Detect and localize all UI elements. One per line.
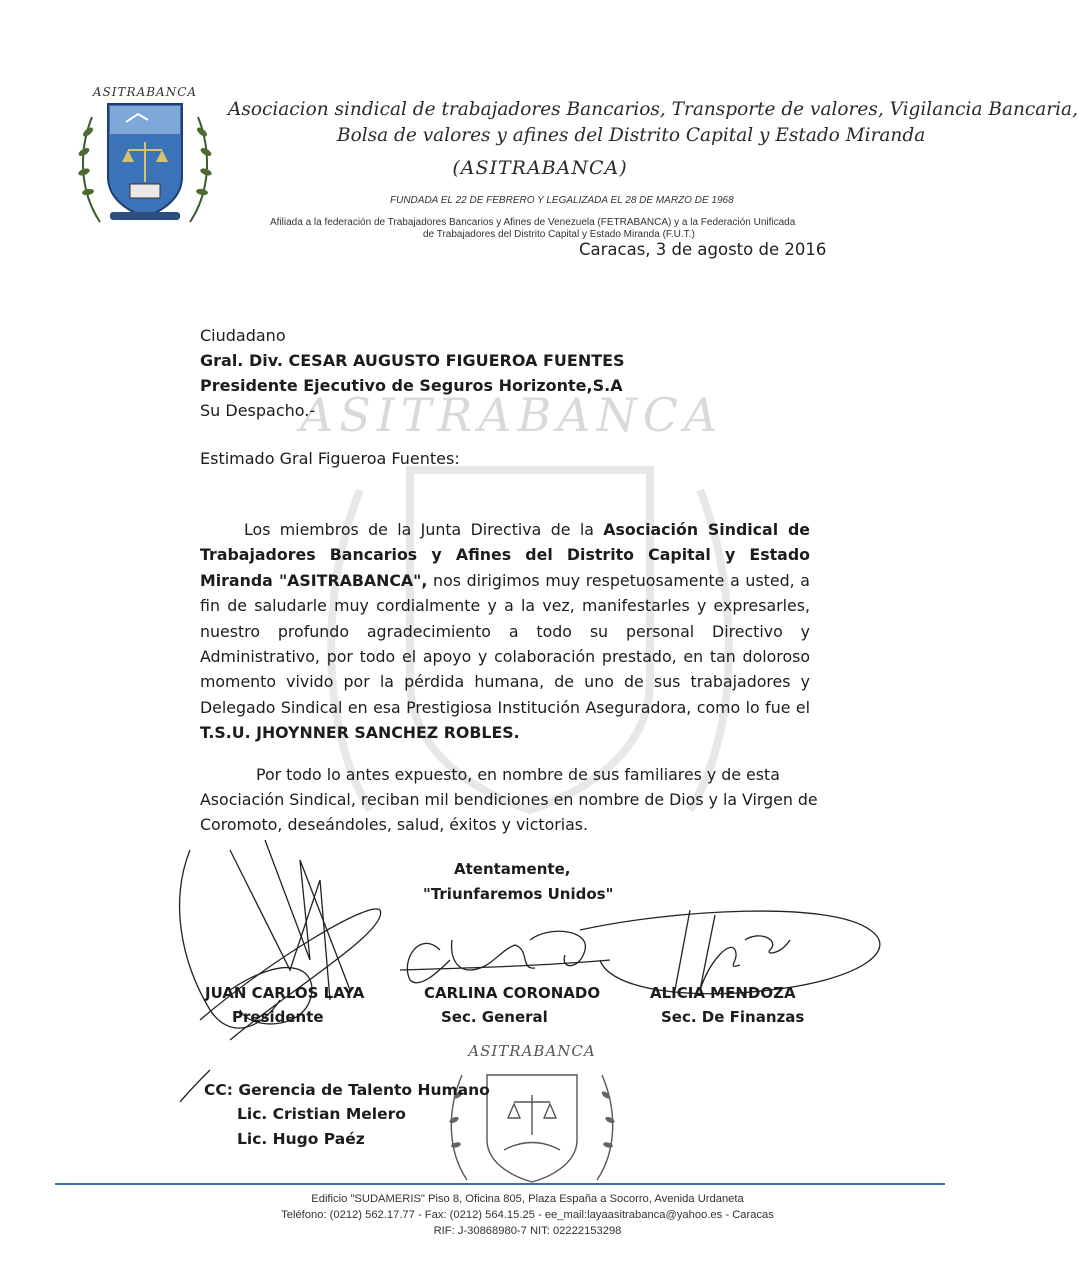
paragraph1-org-name: Asociación Sindical de Trabajadores Bancarios y Afines del Distrito Capital y Estado Miranda "ASITRABANCA", (200, 520, 810, 590)
greeting: Estimado Gral Figueroa Fuentes: (200, 449, 460, 468)
footer-rif: RIF: J-30868980-7 NIT: 02222153298 (433, 1225, 622, 1237)
paragraph1-intro: Los miembros de la Junta Directiva de la (244, 520, 604, 539)
logo-text: ASITRABANCA (92, 85, 198, 99)
signatory-1-name: JUAN CARLOS LAYA (205, 984, 365, 1002)
signatory-2-name: CARLINA CORONADO (424, 984, 601, 1002)
body-paragraph-1 (200, 517, 810, 746)
recipient-salutation: Ciudadano (200, 326, 286, 345)
founded-note: FUNDADA EL 22 DE FEBRERO Y LEGALIZADA EL 28 DE MARZO DE 1968 (390, 195, 734, 206)
acronym-text: (ASITRABANCA) (452, 157, 628, 179)
recipient-office: Su Despacho.- (200, 401, 316, 420)
body-paragraph-2 (200, 762, 820, 837)
organization-name-line1: Asociacion sindical de trabajadores Bancarios, Transporte de valores, Vigilancia Bancaria, (228, 99, 1078, 120)
paragraph1-person-name: T.S.U. JHOYNNER SANCHEZ ROBLES. (200, 723, 520, 743)
cc-line2: Lic. Cristian Melero (237, 1105, 406, 1123)
organization-acronym (0, 157, 1000, 179)
affiliation-line2: de Trabajadores del Distrito Capital y Estado Miranda (F.U.T.) (423, 229, 695, 240)
stamp-text: ASITRABANCA (468, 1042, 596, 1060)
paragraph2-text: Por todo lo antes expuesto, en nombre de sus familiares y de esta Asociación Sindical, reciban mil bendiciones en nombre de Dios y la Virgen de Coromoto, deseándoles, salud, éxitos y victorias. (200, 765, 818, 834)
footer-divider (55, 1183, 945, 1185)
recipient-position: Presidente Ejecutivo de Seguros Horizonte,S.A (200, 376, 623, 395)
closing-motto: "Triunfaremos Unidos" (423, 885, 614, 903)
paragraph1-body: nos dirigimos muy respetuosamente a usted, a fin de saludarle muy cordialmente y a la vez, manifestarles y expresarles, nuestro profundo agradecimiento a todo su personal Directivo y Administrativo, por todo el apoyo y colaboración prestado, en tan doloroso momento vivido por la pérdida humana, de uno de sus trabajadores y Delegado Sindical en esa Prestigiosa Institución Aseguradora, como lo fue el (200, 570, 810, 717)
affiliation-line1: Afiliada a la federación de Trabajadores Bancarios y Afines de Venezuela (FETRABANCA) y a la Federación Unificada (270, 217, 796, 228)
cc-line3: Lic. Hugo Paéz (237, 1130, 365, 1148)
organization-name-line2: Bolsa de valores y afines del Distrito Capital y Estado Miranda (337, 125, 926, 146)
signatory-2-title: Sec. General (441, 1008, 548, 1026)
watermark-text: ASITRABANCA (300, 388, 724, 442)
letter-date: Caracas, 3 de agosto de 2016 (579, 240, 827, 259)
closing-line1: Atentamente, (454, 860, 571, 878)
signatory-3-title: Sec. De Finanzas (661, 1008, 805, 1026)
signatory-1-title: Presidente (232, 1008, 324, 1026)
footer-contact: Teléfono: (0212) 562.17.77 - Fax: (0212) 564.15.25 - ee_mail:layaasitrabanca@yahoo.es - Caracas (281, 1209, 774, 1221)
recipient-name: Gral. Div. CESAR AUGUSTO FIGUEROA FUENTES (200, 351, 625, 370)
footer-address: Edificio "SUDAMERIS" Piso 8, Oficina 805, Plaza España a Socorro, Avenida Urdaneta (311, 1193, 744, 1205)
signatory-3-name: ALICIA MENDOZA (650, 984, 796, 1002)
organization-stamp (432, 1040, 632, 1190)
cc-line1: CC: Gerencia de Talento Humano (204, 1081, 490, 1099)
